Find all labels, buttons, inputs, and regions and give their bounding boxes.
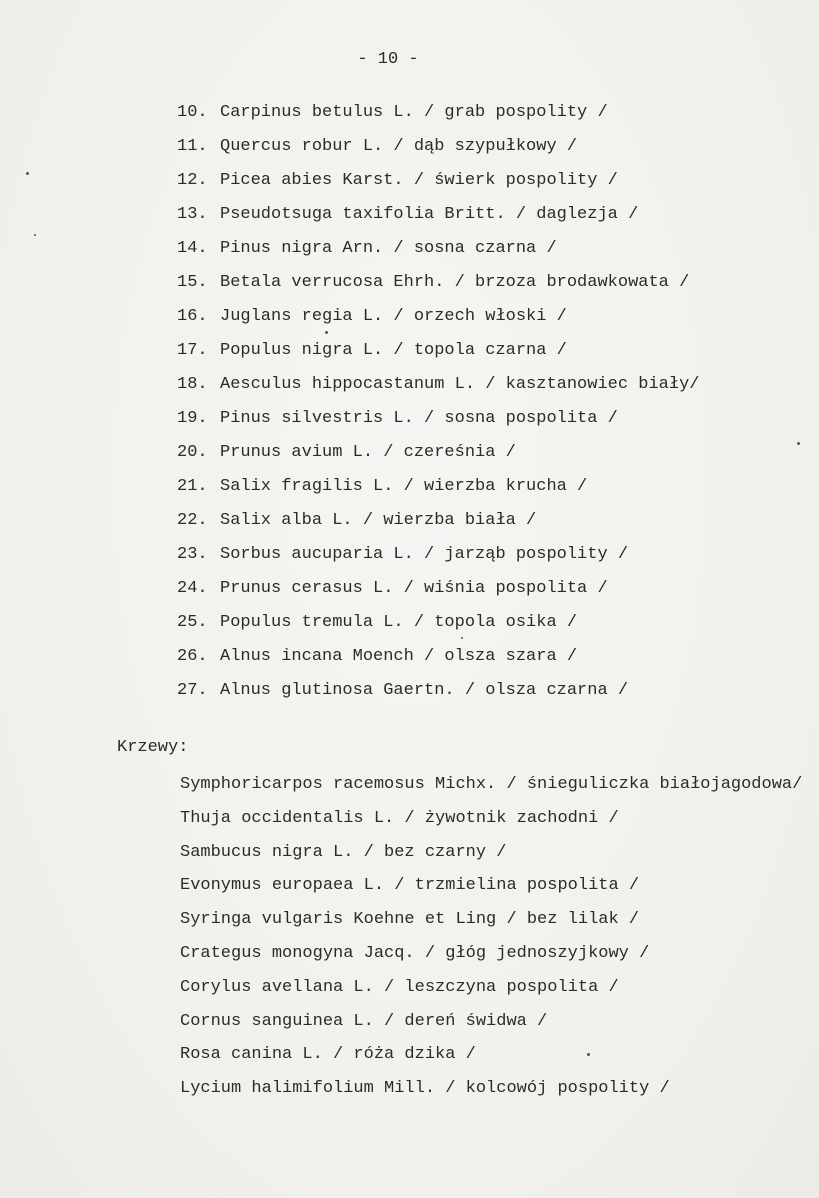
list-item — [177, 538, 699, 572]
item-text: Populus tremula L. / topola osika / — [220, 613, 578, 632]
item-text: Salix fragilis L. / wierzba krucha / — [220, 477, 588, 496]
item-number: 15. — [177, 273, 208, 292]
list-item — [177, 402, 699, 436]
item-text: Quercus robur L. / dąb szypułkowy / — [220, 137, 578, 156]
item-number: 22. — [177, 511, 208, 530]
list-item: Cornus sanguinea L. / dereń świdwa / — [180, 1011, 548, 1031]
paper-speck — [587, 1053, 590, 1056]
page-number: - 10 - — [357, 50, 419, 69]
item-text: Alnus incana Moench / olsza szara / — [220, 647, 578, 666]
list-item: Thuja occidentalis L. / żywotnik zachodni / — [180, 808, 619, 828]
list-item: Rosa canina L. / róża dzika / — [180, 1045, 476, 1065]
item-number: 12. — [177, 171, 208, 190]
list-item: Syringa vulgaris Koehne et Ling / bez lilak / — [180, 910, 640, 930]
item-text: Pinus nigra Arn. / sosna czarna / — [220, 239, 557, 258]
item-text: Salix alba L. / wierzba biała / — [220, 511, 537, 530]
item-number: 20. — [177, 443, 208, 462]
item-number: 21. — [177, 477, 208, 496]
paper-speck — [26, 172, 29, 175]
item-text: Aesculus hippocastanum L. / kasztanowiec biały/ — [220, 375, 700, 394]
paper-speck — [461, 637, 463, 639]
item-text: Prunus cerasus L. / wiśnia pospolita / — [220, 579, 608, 598]
list-item — [177, 96, 699, 130]
list-item — [177, 334, 699, 368]
list-item — [177, 266, 699, 300]
list-item: Lycium halimifolium Mill. / kolcowój pospolity / — [180, 1079, 670, 1099]
item-number: 14. — [177, 239, 208, 258]
item-number: 17. — [177, 341, 208, 360]
list-item: Sambucus nigra L. / bez czarny / — [180, 842, 507, 862]
list-item — [177, 606, 699, 640]
item-text: Populus nigra L. / topola czarna / — [220, 341, 567, 360]
item-text: Pseudotsuga taxifolia Britt. / daglezja / — [220, 205, 639, 224]
item-text: Sorbus aucuparia L. / jarząb pospolity / — [220, 545, 629, 564]
list-item: Corylus avellana L. / leszczyna pospolita / — [180, 977, 619, 997]
item-number: 19. — [177, 409, 208, 428]
item-number: 24. — [177, 579, 208, 598]
item-number: 13. — [177, 205, 208, 224]
list-item — [177, 198, 699, 232]
list-item — [177, 368, 699, 402]
item-text: Alnus glutinosa Gaertn. / olsza czarna / — [220, 681, 629, 700]
list-item: Evonymus europaea L. / trzmielina pospolita / — [180, 876, 640, 896]
item-text: Prunus avium L. / czereśnia / — [220, 443, 516, 462]
list-item — [177, 640, 699, 674]
item-number: 18. — [177, 375, 208, 394]
item-number: 25. — [177, 613, 208, 632]
item-text: Juglans regia L. / orzech włoski / — [220, 307, 567, 326]
section-heading-shrubs: Krzewy: — [117, 738, 189, 757]
paper-speck — [797, 442, 800, 445]
list-item — [177, 130, 699, 164]
shrub-list — [180, 768, 802, 1106]
item-number: 23. — [177, 545, 208, 564]
list-item: Crategus monogyna Jacq. / głóg jednoszyjkowy / — [180, 943, 650, 963]
list-item: Symphoricarpos racemosus Michx. / śnieguliczka białojagodowa/ — [180, 775, 803, 794]
list-item — [177, 504, 699, 538]
item-number: 10. — [177, 103, 208, 122]
list-item — [177, 300, 699, 334]
list-item — [177, 232, 699, 266]
tree-list — [177, 96, 699, 708]
list-item — [177, 470, 699, 504]
item-number: 27. — [177, 681, 208, 700]
item-number: 16. — [177, 307, 208, 326]
paper-speck — [325, 331, 328, 334]
paper-speck — [34, 234, 36, 236]
item-text: Pinus silvestris L. / sosna pospolita / — [220, 409, 618, 428]
item-text: Betala verrucosa Ehrh. / brzoza brodawkowata / — [220, 273, 690, 292]
list-item — [177, 436, 699, 470]
item-number: 26. — [177, 647, 208, 666]
list-item — [177, 572, 699, 606]
item-text: Picea abies Karst. / świerk pospolity / — [220, 171, 618, 190]
list-item — [177, 674, 699, 708]
item-number: 11. — [177, 137, 208, 156]
item-text: Carpinus betulus L. / grab pospolity / — [220, 103, 608, 122]
list-item — [177, 164, 699, 198]
